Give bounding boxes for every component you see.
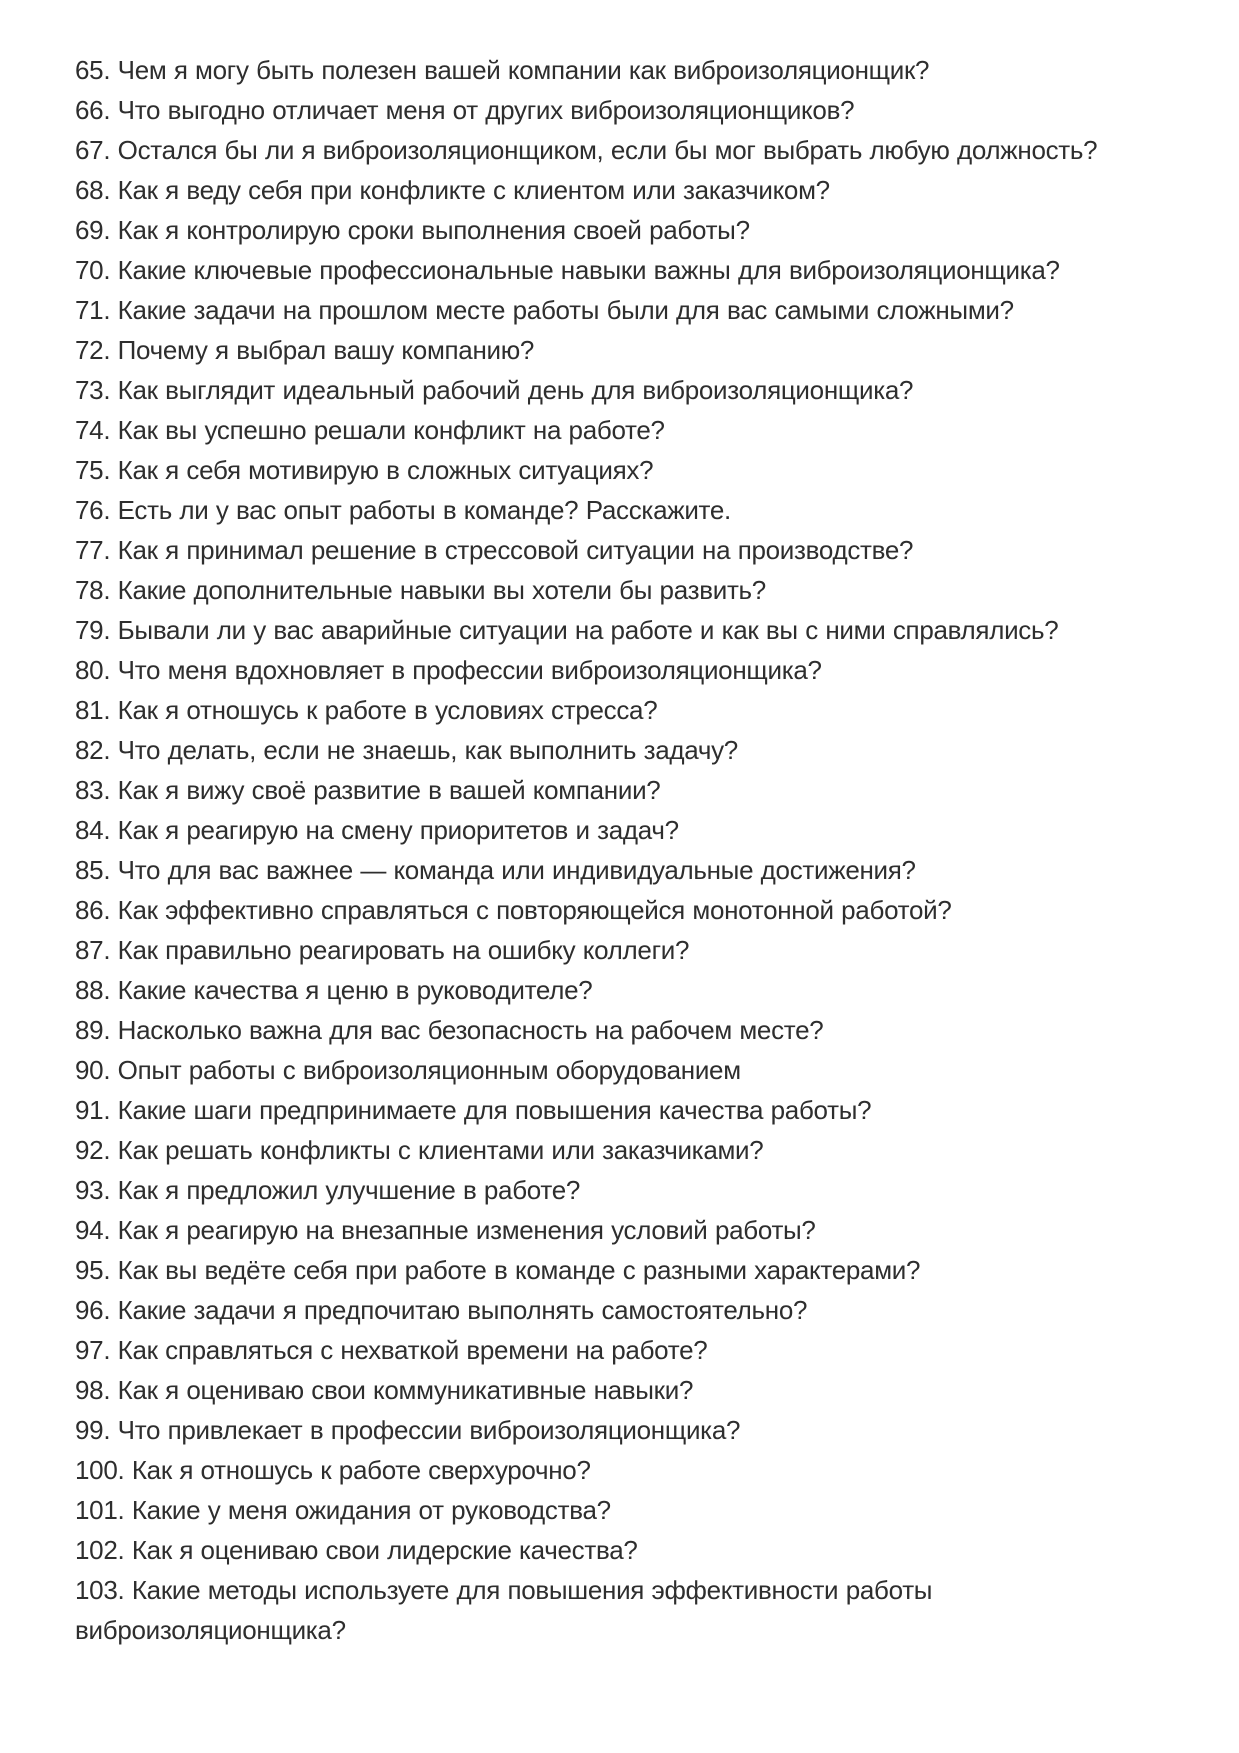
question-item: 71. Какие задачи на прошлом месте работы были для вас самыми сложными? xyxy=(75,295,1014,325)
question-list xyxy=(75,50,1165,1650)
question-item: 89. Насколько важна для вас безопасность на рабочем месте? xyxy=(75,1015,824,1045)
question-item: 67. Остался бы ли я виброизоляционщиком, если бы мог выбрать любую должность? xyxy=(75,135,1098,165)
question-item: 100. Как я отношусь к работе сверхурочно? xyxy=(75,1455,591,1485)
question-item: 98. Как я оцениваю свои коммуникативные навыки? xyxy=(75,1375,694,1405)
question-item: 69. Как я контролирую сроки выполнения своей работы? xyxy=(75,215,750,245)
question-item: 80. Что меня вдохновляет в профессии виброизоляционщика? xyxy=(75,655,822,685)
question-item: 101. Какие у меня ожидания от руководства? xyxy=(75,1495,611,1525)
question-item: 87. Как правильно реагировать на ошибку коллеги? xyxy=(75,935,690,965)
question-item: 76. Есть ли у вас опыт работы в команде? Расскажите. xyxy=(75,495,731,525)
question-item: 81. Как я отношусь к работе в условиях стресса? xyxy=(75,695,658,725)
question-item: 79. Бывали ли у вас аварийные ситуации на работе и как вы с ними справлялись? xyxy=(75,615,1059,645)
question-item: 68. Как я веду себя при конфликте с клиентом или заказчиком? xyxy=(75,175,830,205)
question-item: 66. Что выгодно отличает меня от других виброизоляционщиков? xyxy=(75,95,855,125)
question-item: 97. Как справляться с нехваткой времени на работе? xyxy=(75,1335,708,1365)
question-item: 74. Как вы успешно решали конфликт на работе? xyxy=(75,415,665,445)
question-item: 72. Почему я выбрал вашу компанию? xyxy=(75,335,535,365)
question-item: 82. Что делать, если не знаешь, как выполнить задачу? xyxy=(75,735,738,765)
question-item: 75. Как я себя мотивирую в сложных ситуациях? xyxy=(75,455,654,485)
question-item: 92. Как решать конфликты с клиентами или заказчиками? xyxy=(75,1135,764,1165)
question-item: 65. Чем я могу быть полезен вашей компании как виброизоляционщик? xyxy=(75,55,930,85)
question-item: 88. Какие качества я ценю в руководителе? xyxy=(75,975,593,1005)
question-item: 78. Какие дополнительные навыки вы хотели бы развить? xyxy=(75,575,766,605)
question-item: 84. Как я реагирую на смену приоритетов и задач? xyxy=(75,815,679,845)
question-item: 102. Как я оцениваю свои лидерские качества? xyxy=(75,1535,638,1565)
question-item: 70. Какие ключевые профессиональные навыки важны для виброизоляционщика? xyxy=(75,255,1060,285)
question-item: 95. Как вы ведёте себя при работе в команде с разными характерами? xyxy=(75,1255,921,1285)
question-item: 91. Какие шаги предпринимаете для повышения качества работы? xyxy=(75,1095,872,1125)
question-item: 93. Как я предложил улучшение в работе? xyxy=(75,1175,581,1205)
question-item: 86. Как эффективно справляться с повторяющейся монотонной работой? xyxy=(75,895,952,925)
question-item: 83. Как я вижу своё развитие в вашей компании? xyxy=(75,775,661,805)
question-item: 94. Как я реагирую на внезапные изменения условий работы? xyxy=(75,1215,816,1245)
question-item: 96. Какие задачи я предпочитаю выполнять самостоятельно? xyxy=(75,1295,808,1325)
question-item: 99. Что привлекает в профессии виброизоляционщика? xyxy=(75,1415,741,1445)
question-item: 103. Какие методы используете для повышения эффективности работы виброизоляционщика? xyxy=(75,1575,933,1645)
question-item: 90. Опыт работы с виброизоляционным оборудованием xyxy=(75,1055,741,1085)
question-item: 77. Как я принимал решение в стрессовой ситуации на производстве? xyxy=(75,535,914,565)
question-item: 85. Что для вас важнее — команда или индивидуальные достижения? xyxy=(75,855,916,885)
question-item: 73. Как выглядит идеальный рабочий день для виброизоляционщика? xyxy=(75,375,914,405)
